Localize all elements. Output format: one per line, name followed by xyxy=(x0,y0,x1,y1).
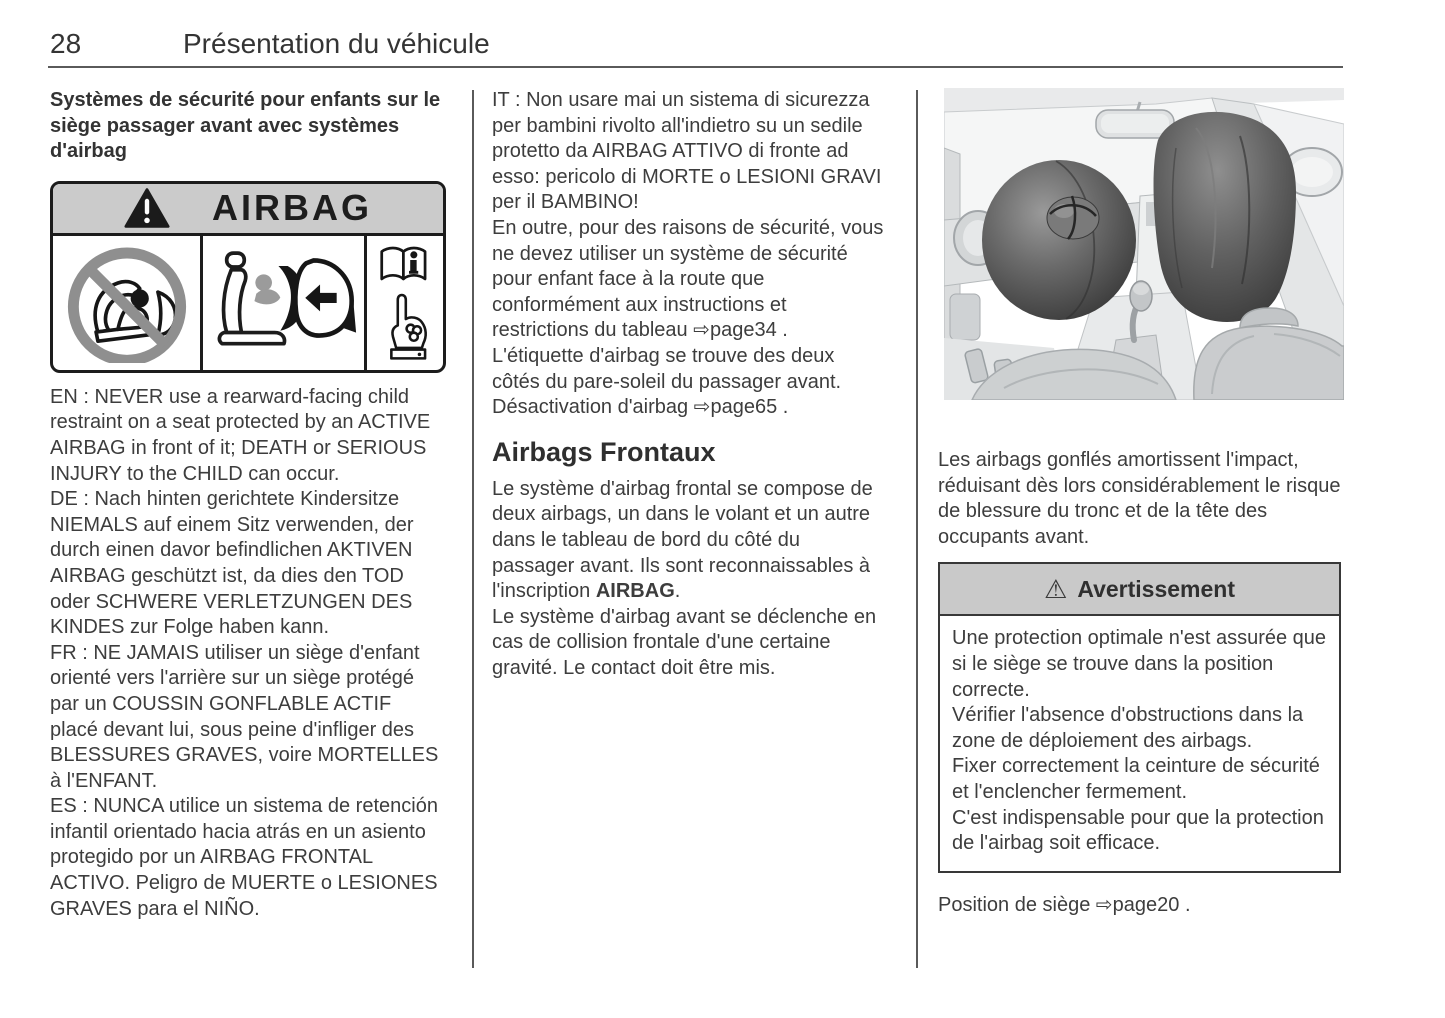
multilingual-warning-it: IT : Non usare mai un sistema di sicurezza per bambini rivolto all'indietro su un sedile protetto da AIRBAG ATTIVO di fronte ad esso: pericolo di MORTE o LESIONI GRAVI per il BAMBINO! xyxy=(492,89,882,214)
warning-triangle-icon xyxy=(124,187,170,229)
airbag-warning-label xyxy=(50,181,446,373)
punctuation: . xyxy=(777,396,789,419)
warning-line: Une protection optimale n'est assurée que si le siège se trouve dans la position correcte. xyxy=(952,627,1327,701)
instruction-text: En outre, pour des raisons de sécurité, vous ne devez utiliser un système de sécurité pour enfant face à la route que conformément aux instructions et restrictions du tableau xyxy=(492,216,884,342)
frontal-airbags-trigger: Le système d'airbag avant se déclenche en cas de collision frontale d'une certaine gravité. Le contact doit être mis. xyxy=(492,605,877,679)
child-seat-instructions xyxy=(492,216,884,344)
page-number: 28 xyxy=(50,28,82,59)
driver-airbag xyxy=(982,160,1136,320)
chapter-title: Présentation du véhicule xyxy=(183,28,490,59)
page-ref-65: ⇨page65 xyxy=(693,396,778,419)
column-divider xyxy=(472,90,474,968)
inflated-airbags-paragraph: Les airbags gonflés amortissent l'impact, réduisant dès lors considérablement le risque de blessure du tronc et de la tête des occupants avant. xyxy=(938,449,1341,548)
passenger-airbag xyxy=(1154,112,1296,322)
seat-position-ref-line xyxy=(938,893,1345,919)
warning-box-title: Avertissement xyxy=(1077,576,1235,603)
column-frontal-airbags xyxy=(492,88,884,681)
airbag-label-title: AIRBAG xyxy=(212,187,372,229)
refer-to-manual-icon xyxy=(367,236,443,370)
header-rule xyxy=(48,66,1343,68)
child-safety-heading: Systèmes de sécurité pour enfants sur le siège passager avant avec systèmes d'airbag xyxy=(50,89,441,163)
deactivation-text: Désactivation d'airbag xyxy=(492,396,694,419)
airbag-deployment-icon xyxy=(203,236,367,370)
airbag-label-pictograms xyxy=(53,236,443,370)
column-divider xyxy=(916,90,918,968)
warning-line: Fixer correctement la ceinture de sécurité et l'enclencher fermement. xyxy=(952,755,1320,803)
multilingual-warning-en: EN : NEVER use a rearward-facing child restraint on a seat protected by an ACTIVE AIRBAG in front of it; DEATH or SERIOUS INJURY to the CHILD can occur. xyxy=(50,385,431,485)
airbag-deactivation-ref-line xyxy=(492,395,884,421)
multilingual-warning-fr: FR : NE JAMAIS utiliser un siège d'enfant orienté vers l'arrière sur un siège protégé par un COUSSIN GONFLABLE ACTIF placé devant lui, sous peine d'infliger des BLESSURES GRAVES, voire MORTELLES à l'ENFANT. xyxy=(50,641,439,792)
warning-box-body xyxy=(940,616,1339,870)
warning-box xyxy=(938,562,1341,872)
multilingual-warning-de: DE : Nach hinten gerichtete Kindersitze NIEMALS auf einem Sitz verwenden, der durch einen davor befindlichen AKTIVEN AIRBAG geschützt ist, da dies den TOD oder SCHWERE VERLETZUNGEN DES KINDES zur Folge haben kann. xyxy=(50,488,414,639)
multilingual-warning-es: ES : NUNCA utilice un sistema de retención infantil orientado hacia atrás en un asiento protegido por un AIRBAG FRONTAL ACTIVO. Peligro de MUERTE o LESIONES GRAVES para el NIÑO. xyxy=(50,795,438,920)
no-rear-facing-child-seat-icon xyxy=(53,236,203,370)
airbag-label-location: L'étiquette d'airbag se trouve des deux côtés du pare-soleil du passager avant. xyxy=(492,344,842,393)
description-text: Le système d'airbag frontal se compose de deux airbags, un dans le volant et un autre dans le tableau de bord du côté du passager avant. Ils sont reconnaissables à l'inscription xyxy=(492,477,873,603)
warning-line: Vérifier l'absence d'obstructions dans la zone de déploiement des airbags. xyxy=(952,704,1304,752)
column-child-safety xyxy=(50,88,442,922)
punctuation: . xyxy=(776,319,788,342)
punctuation: . xyxy=(1179,893,1191,916)
frontal-airbags-description xyxy=(492,477,884,605)
page-ref-34: ⇨page34 xyxy=(693,319,777,342)
passenger-seat xyxy=(1194,326,1344,400)
punctuation: . xyxy=(674,580,681,603)
warning-line: C'est indispensable pour que la protection de l'airbag soit efficace. xyxy=(952,806,1324,855)
warning-box-header xyxy=(940,564,1339,616)
column-airbag-illustration xyxy=(938,88,1345,918)
airbag-inscription: AIRBAG xyxy=(595,580,675,603)
side-vent xyxy=(950,294,980,340)
warning-triangle-outline-icon: ⚠ xyxy=(1044,574,1068,605)
vehicle-interior-airbags-image xyxy=(944,88,1344,400)
seat-position-text: Position de siège xyxy=(938,893,1096,916)
page-ref-20: ⇨page20 xyxy=(1095,893,1180,916)
airbag-label-header xyxy=(53,184,443,236)
frontal-airbags-heading: Airbags Frontaux xyxy=(492,436,716,467)
